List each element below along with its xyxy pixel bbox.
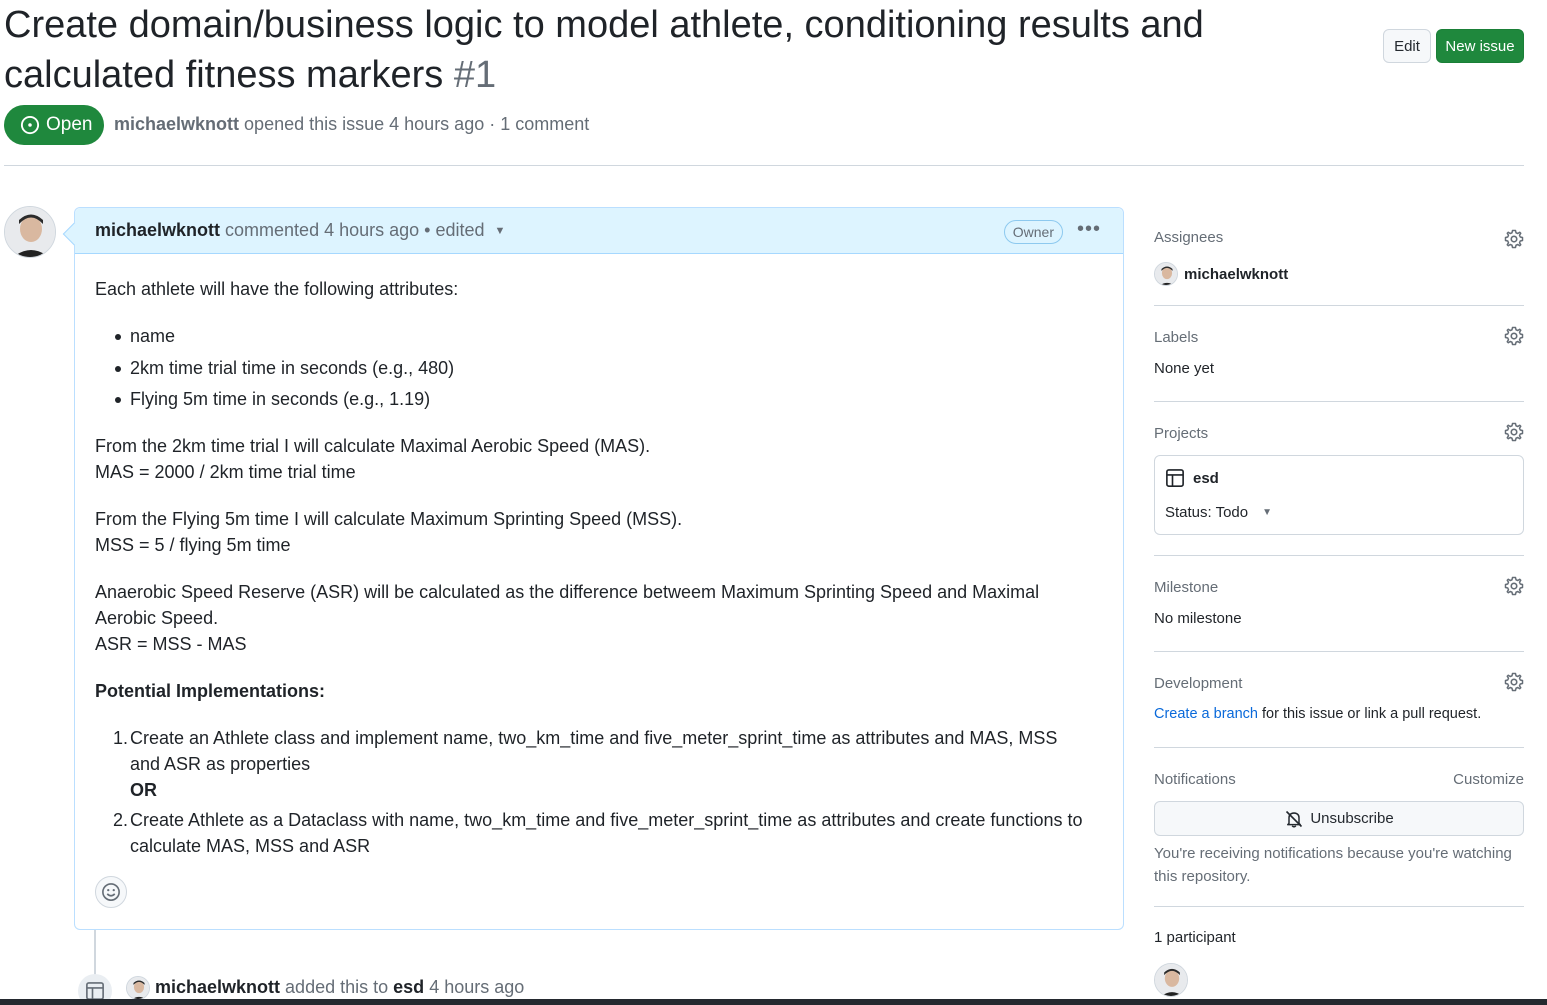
unsubscribe-button[interactable] [1154, 801, 1524, 836]
mas-line-1: From the 2km time trial I will calculate Maximal Aerobic Speed (MAS). [95, 436, 651, 456]
header-divider [4, 165, 1524, 166]
event-time[interactable]: 4 hours ago [429, 977, 525, 997]
avatar-image-icon [1155, 263, 1178, 286]
asr-line-2: ASR = MSS - MAS [95, 634, 247, 654]
issue-comment [74, 207, 1124, 930]
mas-line-2: MAS = 2000 / 2km time trial time [95, 462, 356, 482]
participant-avatar[interactable] [1154, 963, 1188, 997]
sidebar-labels [1154, 329, 1524, 377]
list-item: name [115, 323, 1103, 349]
new-issue-button[interactable]: New issue [1436, 29, 1524, 63]
smiley-icon [101, 882, 121, 902]
impl-heading-text: Potential Implementations: [95, 681, 326, 701]
development-suffix: for this issue or link a pull request. [1257, 706, 1482, 722]
avatar-image-icon [5, 207, 56, 258]
list-number: 1. [113, 728, 129, 748]
timeline-event [155, 977, 524, 998]
issue-meta [114, 114, 589, 135]
project-status: Status: Todo [1165, 504, 1249, 521]
milestone-value: No milestone [1154, 610, 1242, 627]
gear-icon[interactable] [1504, 576, 1524, 596]
event-author-avatar[interactable] [126, 976, 150, 1000]
mss-line-1: From the Flying 5m time I will calculate Maximum Sprinting Speed (MSS). [95, 509, 683, 529]
list-item: 2km time trial time in seconds (e.g., 480) [115, 355, 1103, 381]
assignee-avatar [1154, 262, 1178, 286]
issue-number: #1 [453, 54, 497, 96]
list-item [115, 807, 1090, 859]
sidebar-milestone [1154, 579, 1524, 627]
sidebar-divider [1154, 401, 1524, 402]
add-reaction-button[interactable] [95, 876, 127, 908]
attribute-list [115, 323, 1103, 412]
issue-state-label: Open [46, 114, 93, 135]
asr-paragraph [95, 579, 1085, 657]
comment-intro: Each athlete will have the following attributes: [95, 279, 459, 299]
mss-line-2: MSS = 5 / flying 5m time [95, 535, 291, 555]
gear-icon[interactable] [1504, 326, 1524, 346]
sidebar-notifications [1154, 771, 1524, 788]
notifications-heading: Notifications [1154, 771, 1236, 788]
comment-body [75, 254, 1123, 859]
mas-paragraph [95, 433, 1103, 485]
development-heading[interactable]: Development [1154, 675, 1243, 692]
sidebar-assignees [1154, 229, 1524, 286]
owner-badge: Owner [1004, 220, 1063, 244]
development-text [1154, 706, 1524, 722]
issue-title [4, 0, 1334, 100]
impl-list [115, 725, 1090, 859]
customize-link[interactable]: Customize [1453, 771, 1524, 788]
issue-opened-text: opened this issue 4 hours ago · 1 comment [244, 114, 590, 134]
project-name: esd [1193, 469, 1219, 487]
event-author-link[interactable]: michaelwknott [155, 977, 281, 997]
gear-icon[interactable] [1504, 422, 1524, 442]
impl-heading [95, 678, 1103, 704]
labels-value: None yet [1154, 360, 1215, 377]
event-action: added this to [285, 977, 389, 997]
chevron-down-icon: ▼ [1262, 507, 1273, 518]
avatar-image-icon [1155, 964, 1188, 997]
unsubscribe-label: Unsubscribe [1310, 810, 1394, 827]
assignee-name: michaelwknott [1184, 265, 1289, 283]
avatar-image-icon [127, 977, 150, 1000]
window-bottom-edge [0, 999, 1547, 1005]
event-project-link[interactable]: esd [393, 977, 425, 997]
assignees-heading[interactable]: Assignees [1154, 229, 1224, 246]
comment-pointer [63, 223, 86, 246]
comment-author-link[interactable]: michaelwknott [95, 220, 221, 240]
sidebar-divider [1154, 305, 1524, 306]
impl-or: OR [130, 780, 157, 800]
comment-options-icon[interactable]: ••• [1076, 218, 1101, 240]
assignee-item[interactable] [1154, 262, 1524, 286]
table-icon [1165, 468, 1185, 488]
issue-title-text: Create domain/business logic to model athlete, conditioning results and calculated fitness markers [4, 4, 1204, 96]
milestone-heading[interactable]: Milestone [1154, 579, 1219, 596]
projects-heading[interactable]: Projects [1154, 425, 1209, 442]
edited-dropdown-icon[interactable]: ▼ [494, 224, 506, 237]
sidebar-divider [1154, 651, 1524, 652]
list-number: 2. [113, 810, 129, 830]
list-item [115, 725, 1090, 803]
comment-meta[interactable]: commented 4 hours ago • edited [225, 220, 485, 240]
sidebar-projects [1154, 425, 1524, 442]
project-link[interactable] [1165, 468, 1219, 488]
sidebar-divider [1154, 747, 1524, 748]
comment-author-avatar[interactable] [4, 206, 56, 258]
issue-state-badge [4, 105, 104, 145]
notification-reason [1154, 842, 1524, 888]
asr-line-1: Anaerobic Speed Reserve (ASR) will be calculated as the difference betweem Maximum Sprinting Speed and Maximal Aerobic Speed. [95, 582, 1040, 628]
comment-header [75, 208, 1123, 254]
impl-text: Create an Athlete class and implement name, two_km_time and five_meter_sprint_time as attributes and MAS, MSS and ASR as properties [130, 728, 1058, 774]
gear-icon[interactable] [1504, 229, 1524, 249]
list-item: Flying 5m time in seconds (e.g., 1.19) [115, 386, 1103, 412]
sidebar-participants [1154, 929, 1524, 946]
project-status-dropdown[interactable] [1165, 504, 1272, 521]
timeline-line [94, 930, 96, 975]
participants-heading: 1 participant [1154, 929, 1236, 946]
issue-author-link[interactable]: michaelwknott [114, 114, 240, 134]
impl-text: Create Athlete as a Dataclass with name, two_km_time and five_meter_sprint_time as attributes and create functions to calculate MAS, MSS and ASR [130, 810, 1083, 856]
notification-reason-text: You're receiving notifications because you're watching this repository. [1154, 845, 1512, 885]
sidebar-divider [1154, 555, 1524, 556]
labels-heading[interactable]: Labels [1154, 329, 1199, 346]
issue-opened-icon [20, 115, 40, 135]
project-card [1154, 455, 1524, 535]
sidebar-development [1154, 675, 1524, 722]
sidebar-divider [1154, 906, 1524, 907]
gear-icon[interactable] [1504, 672, 1524, 692]
mss-paragraph [95, 506, 1103, 558]
create-branch-link[interactable]: Create a branch [1154, 706, 1258, 722]
bell-slash-icon [1284, 809, 1304, 829]
edit-button[interactable]: Edit [1383, 29, 1431, 63]
